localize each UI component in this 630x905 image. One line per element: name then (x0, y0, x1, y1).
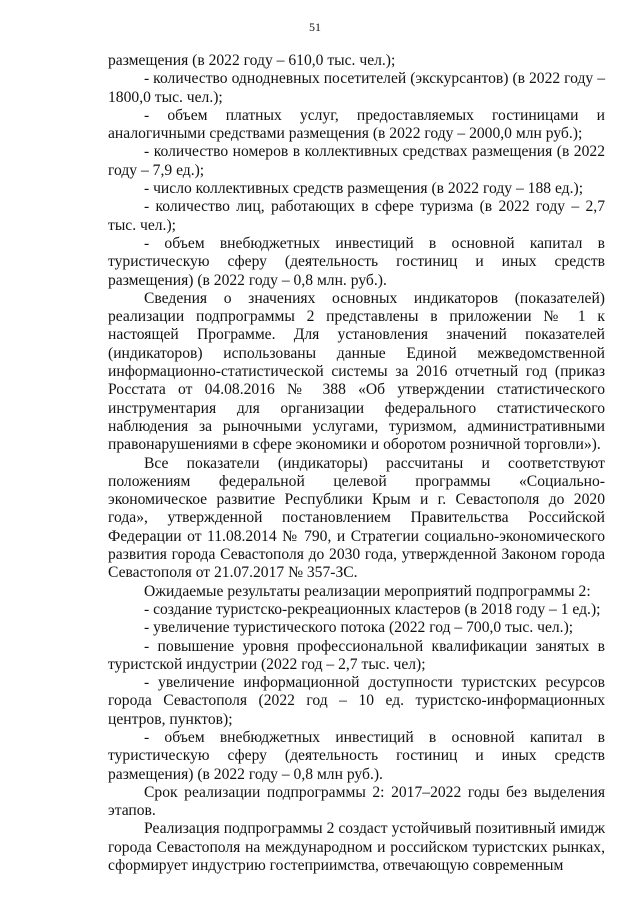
page-number: 51 (309, 20, 321, 34)
paragraph-implementation-term: Срок реализации подпрограммы 2: 2017–2022 годы без выделения этапов. (108, 783, 605, 820)
list-item-qualification: - повышение уровня профессиональной квалификации занятых в туристской индустрии (2022 год – 2,7 тыс. чел); (108, 637, 605, 673)
list-item-tourist-flow: - увеличение туристического потока (2022 год – 700,0 тыс. чел.); (144, 619, 574, 637)
list-item-paid-services: - объем платных услуг, предоставляемых гостиницами и аналогичными средствами размещения (в 2022 году – 2000,0 млн руб.); (108, 106, 605, 143)
list-item-investments: - объем внебюджетных инвестиций в основной капитал в туристическую сферу (деятельность гостиниц и иных средств размещения) (в 2022 году – 0,8 млн. руб.). (108, 234, 605, 289)
list-item-room-count: - количество номеров в коллективных средствах размещения (в 2022 году – 7,9 ед.); (108, 143, 605, 179)
list-item-tourism-employees: - количество лиц, работающих в сфере туризма (в 2022 году – 2,7 тыс. чел.); (108, 198, 605, 234)
list-item-investments-2: - объем внебюджетных инвестиций в основной капитал в туристическую сферу (деятельность гостиниц и иных средств размещения) (в 2022 году – 0,8 млн руб.). (108, 728, 605, 783)
list-item-clusters: - создание туристско-рекреационных кластеров (в 2018 году – 1 ед.); (144, 600, 601, 618)
paragraph-implementation-effect: Реализация подпрограммы 2 создаст устойчивый позитивный имидж города Севастополя на международном и российском туристских рынках, сформирует индустрию гостеприимства, отвечающую современным (108, 820, 605, 875)
list-item-accommodation-count: - число коллективных средств размещения (в 2022 году – 188 ед.); (144, 180, 584, 198)
paragraph-indicators-info: Сведения о значениях основных индикаторов (показателей) реализации подпрограммы 2 представлены в приложении № 1 к настоящей Программе. Для установления значений показателей (индикаторов) использованы данные Единой межведомственной информационно-статистической системы за 2016 отчетный год (приказ Росстата от 04.08.2016 № 388 «Об утверждении статистического инструментария для организации федерального статистического наблюдения за рыночными услугами, туризмом, административными правонарушениями в сфере экономики и оборотом розничной торговли»). (108, 289, 605, 454)
paragraph-indicators-compliance: Все показатели (индикаторы) рассчитаны и соответствуют положениям федеральной целевой программы «Социально-экономическое развитие Республики Крым и г. Севастополя до 2020 года», утвержденной постановлением Правительства Российской Федерации от 11.08.2014 № 790, и Стратегии социально-экономического развития города Севастополя до 2030 года, утвержденной Законом города Севастополя от 21.07.2017 № 357-ЗС. (108, 454, 605, 582)
list-item-day-visitors: - количество однодневных посетителей (экскурсантов) (в 2022 году – 1800,0 тыс. чел.); (108, 70, 605, 106)
list-item-info-accessibility: - увеличение информационной доступности туристских ресурсов города Севастополя (2022 год – 10 ед. туристско-информационных центров, пунктов); (108, 674, 605, 728)
paragraph-continuation: размещения (в 2022 году – 610,0 тыс. чел.); (108, 52, 396, 69)
paragraph-expected-results-heading: Ожидаемые результаты реализации мероприятий подпрограммы 2: (144, 582, 591, 600)
document-body (108, 52, 605, 875)
